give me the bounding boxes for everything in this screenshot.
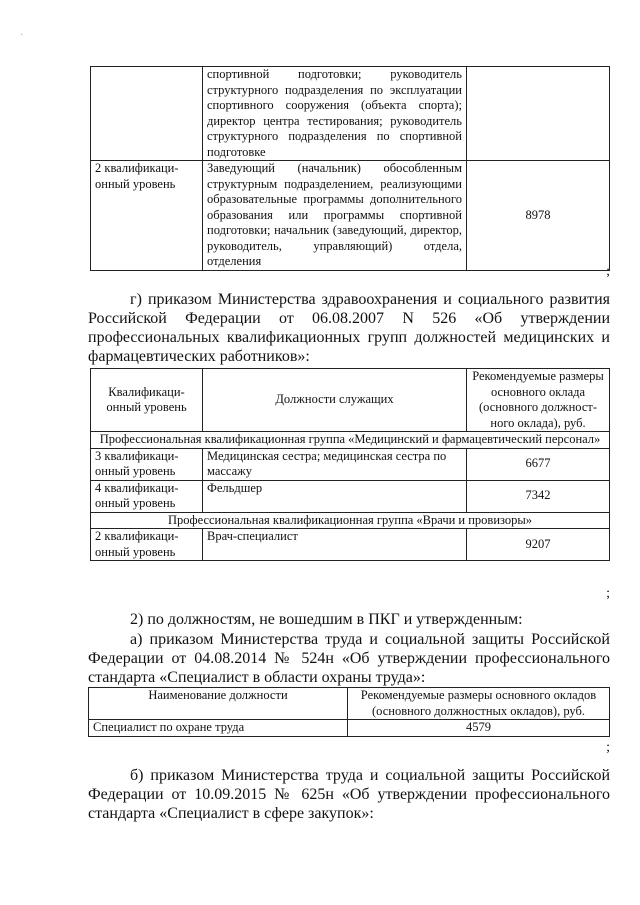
level-cell: 3 квалификационный уровень <box>91 448 203 480</box>
table-row <box>91 67 610 161</box>
position-cell: Фельдшер <box>203 480 467 512</box>
semicolon-mark: ; <box>606 740 610 755</box>
salary-cell: 9207 <box>467 529 610 561</box>
paragraph-b: б) приказом Министерства труда и социальной защиты Российской Федерации от 10.09.2015 № 625н «Об утверждении профессионального стандарта «Специалист в сфере закупок»: <box>88 767 610 822</box>
position-cell: Врач-специалист <box>203 529 467 561</box>
qualification-table-continued <box>90 66 610 271</box>
salary-cell: 6677 <box>467 448 610 480</box>
positions-cell: спортивной подготовки; руководитель структурного подразделения по эксплуатации спортивного сооружения (объекта спорта); директор центра тестирования; руководитель структурного подразделения по спортивной подготовке <box>203 67 467 161</box>
level-cell: 2 квалификационный уровень <box>91 529 203 561</box>
positions-cell: Заведующий (начальник) обособленным структурным подразделением, реализующими образовательные программы дополнительного образования или программы спортивной подготовки; начальник (заведующий, директор, руководитель, управляющий) отдела, отделения <box>203 161 467 271</box>
salary-cell: 7342 <box>467 480 610 512</box>
scan-mark: · <box>20 30 24 41</box>
labor-safety-table <box>88 687 610 737</box>
semicolon-mark: ; <box>606 586 610 601</box>
header-name: Наименование должности <box>89 688 348 720</box>
level-cell: 2 квалификационный уровень <box>91 161 203 271</box>
position-cell: Специалист по охране труда <box>89 720 348 737</box>
header-level: Квалификационный уровень <box>91 369 203 432</box>
group-title: Профессиональная квалификационная группа «Медицинский и фармацевтический персонал» <box>91 432 610 449</box>
medical-qualification-table <box>90 368 610 561</box>
level-cell: 4 квалификационный уровень <box>91 480 203 512</box>
table-row <box>89 720 610 737</box>
group-row <box>91 432 610 449</box>
header-positions: Должности служащих <box>203 369 467 432</box>
paragraph-a: а) приказом Министерства труда и социальной защиты Российской Федерации от 04.08.2014 № 524н «Об утверждении профессионального стандарта «Специалист в области охраны труда»: <box>88 631 610 686</box>
paragraph-2: 2) по должностям, не вошедшим в ПКГ и утвержденным: <box>130 611 523 628</box>
table-row <box>91 480 610 512</box>
table-row <box>91 448 610 480</box>
table-row <box>91 529 610 561</box>
table-row <box>91 161 610 271</box>
paragraph-g: г) приказом Министерства здравоохранения и социального развития Российской Федерации от 06.08.2007 N 526 «Об утверждении профессиональных квалификационных групп должностей медицинских и фармацевтических работников»: <box>88 291 610 365</box>
salary-cell <box>467 67 610 161</box>
header-salary: Рекомендуемые размеры основного оклада (основного должностного оклада), руб. <box>467 369 610 432</box>
salary-cell: 8978 <box>467 161 610 271</box>
position-cell: Медицинская сестра; медицинская сестра по массажу <box>203 448 467 480</box>
table-header-row <box>89 688 610 720</box>
table-header-row <box>91 369 610 432</box>
group-row <box>91 512 610 529</box>
group-title: Профессиональная квалификационная группа «Врачи и провизоры» <box>91 512 610 529</box>
salary-cell: 4579 <box>348 720 610 737</box>
header-salary: Рекомендуемые размеры основного окладов (основного должностных окладов), руб. <box>348 688 610 720</box>
semicolon-mark: ; <box>606 264 610 279</box>
level-cell <box>91 67 203 161</box>
